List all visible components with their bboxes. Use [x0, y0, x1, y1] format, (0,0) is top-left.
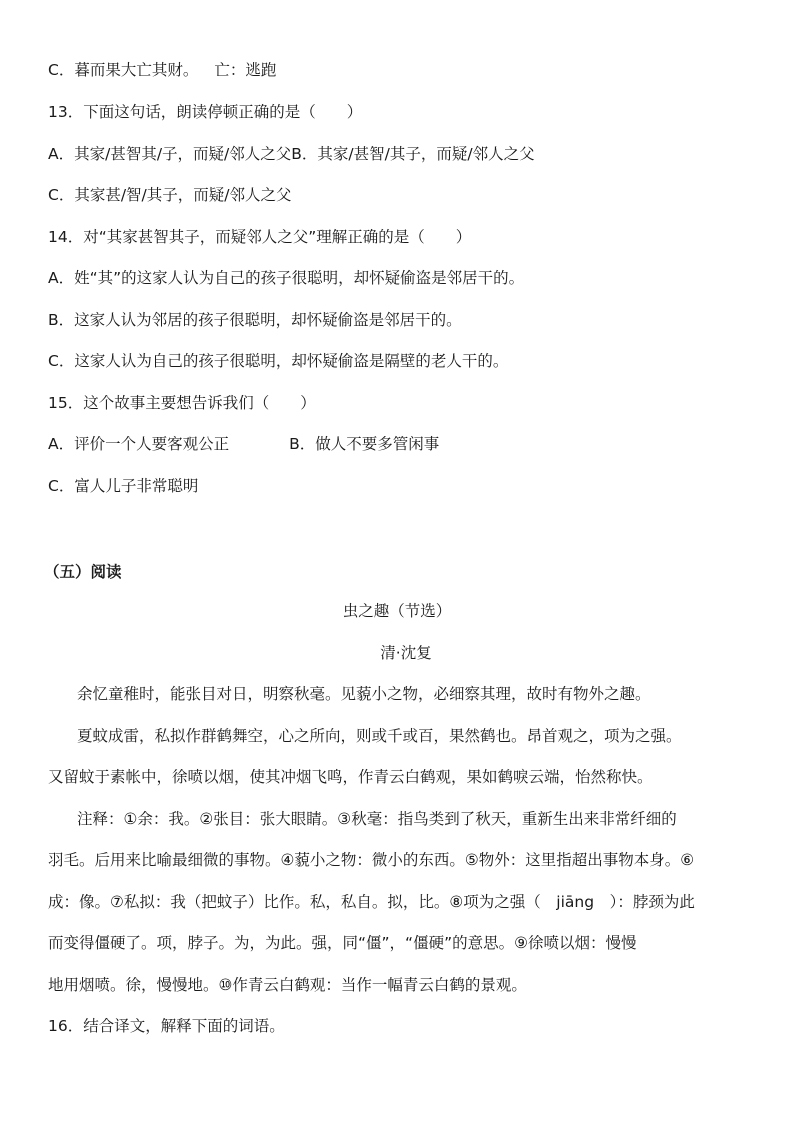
q15-option-a: A．评价一个人要客观公正 [48, 435, 230, 453]
q13-option-b: B．其家/甚智/其子，而疑/邻人之父 [291, 145, 535, 163]
q14-stem: 14．对“其家甚智其子，而疑邻人之父”理解正确的是（ ） [48, 228, 472, 246]
q15-options-ab [48, 434, 758, 454]
notes-line-4: 而变得僵硬了。项，脖子。为，为此。强，同“僵”，“僵硬”的意思。⑨徐喷以烟：慢慢 [48, 934, 637, 952]
passage-para-1: 余忆童稚时，能张目对日，明察秋毫。见藐小之物，必细察其理，故时有物外之趣。 [77, 685, 651, 703]
q12-option-c [48, 60, 758, 80]
notes-line-1: 注释：①余：我。②张目：张大眼睛。③秋毫：指鸟类到了秋天，重新生出来非常纤细的 [77, 810, 677, 828]
q12-option-c-text: C．暮而果大亡其财。 [48, 61, 199, 79]
q15-option-b: B．做人不要多管闲事 [289, 435, 440, 453]
passage-title: 虫之趣（节选） [342, 602, 452, 620]
q13-option-c: C．其家甚/智/其子，而疑/邻人之父 [48, 186, 292, 204]
passage-para-2-line-1: 夏蚊成雷，私拟作群鹤舞空，心之所向，则或千或百，果然鹤也。昂首观之，项为之强。 [77, 727, 682, 745]
q14-option-a: A．姓“其”的这家人认为自己的孩子很聪明，却怀疑偷盗是邻居干的。 [48, 269, 525, 287]
q15-stem: 15．这个故事主要想告诉我们（ ） [48, 394, 316, 412]
q12-option-c-note: 亡：逃跑 [214, 61, 277, 79]
q14-option-c: C．这家人认为自己的孩子很聪明，却怀疑偷盗是隔壁的老人干的。 [48, 352, 509, 370]
q13-options-ab [48, 144, 758, 164]
notes-line-5: 地用烟喷。徐，慢慢地。⑩作青云白鹤观：当作一幅青云白鹤的景观。 [48, 976, 527, 994]
section-heading: （五）阅读 [44, 563, 122, 581]
q15-option-c: C．富人儿子非常聪明 [48, 477, 199, 495]
q13-stem: 13．下面这句话，朗读停顿正确的是（ ） [48, 103, 363, 121]
notes-line-3: 成：像。⑦私拟：我（把蚊子）比作。私，私自。拟，比。⑧项为之强（ jiāng ）：脖颈为此 [48, 893, 695, 911]
passage-author: 清·沈复 [380, 644, 432, 662]
notes-line-2: 羽毛。后用来比喻最细微的事物。④藐小之物：微小的东西。⑤物外：这里指超出事物本身。⑥ [48, 851, 695, 869]
q13-option-a: A．其家/甚智其/子，而疑/邻人之父 [48, 145, 292, 163]
q14-option-b: B．这家人认为邻居的孩子很聪明，却怀疑偷盗是邻居干的。 [48, 311, 462, 329]
q16-stem: 16．结合译文，解释下面的词语。 [48, 1017, 285, 1035]
passage-para-2-line-2: 又留蚊于素帐中，徐喷以烟，使其冲烟飞鸣，作青云白鹤观，果如鹤唳云端，怡然称快。 [48, 768, 653, 786]
